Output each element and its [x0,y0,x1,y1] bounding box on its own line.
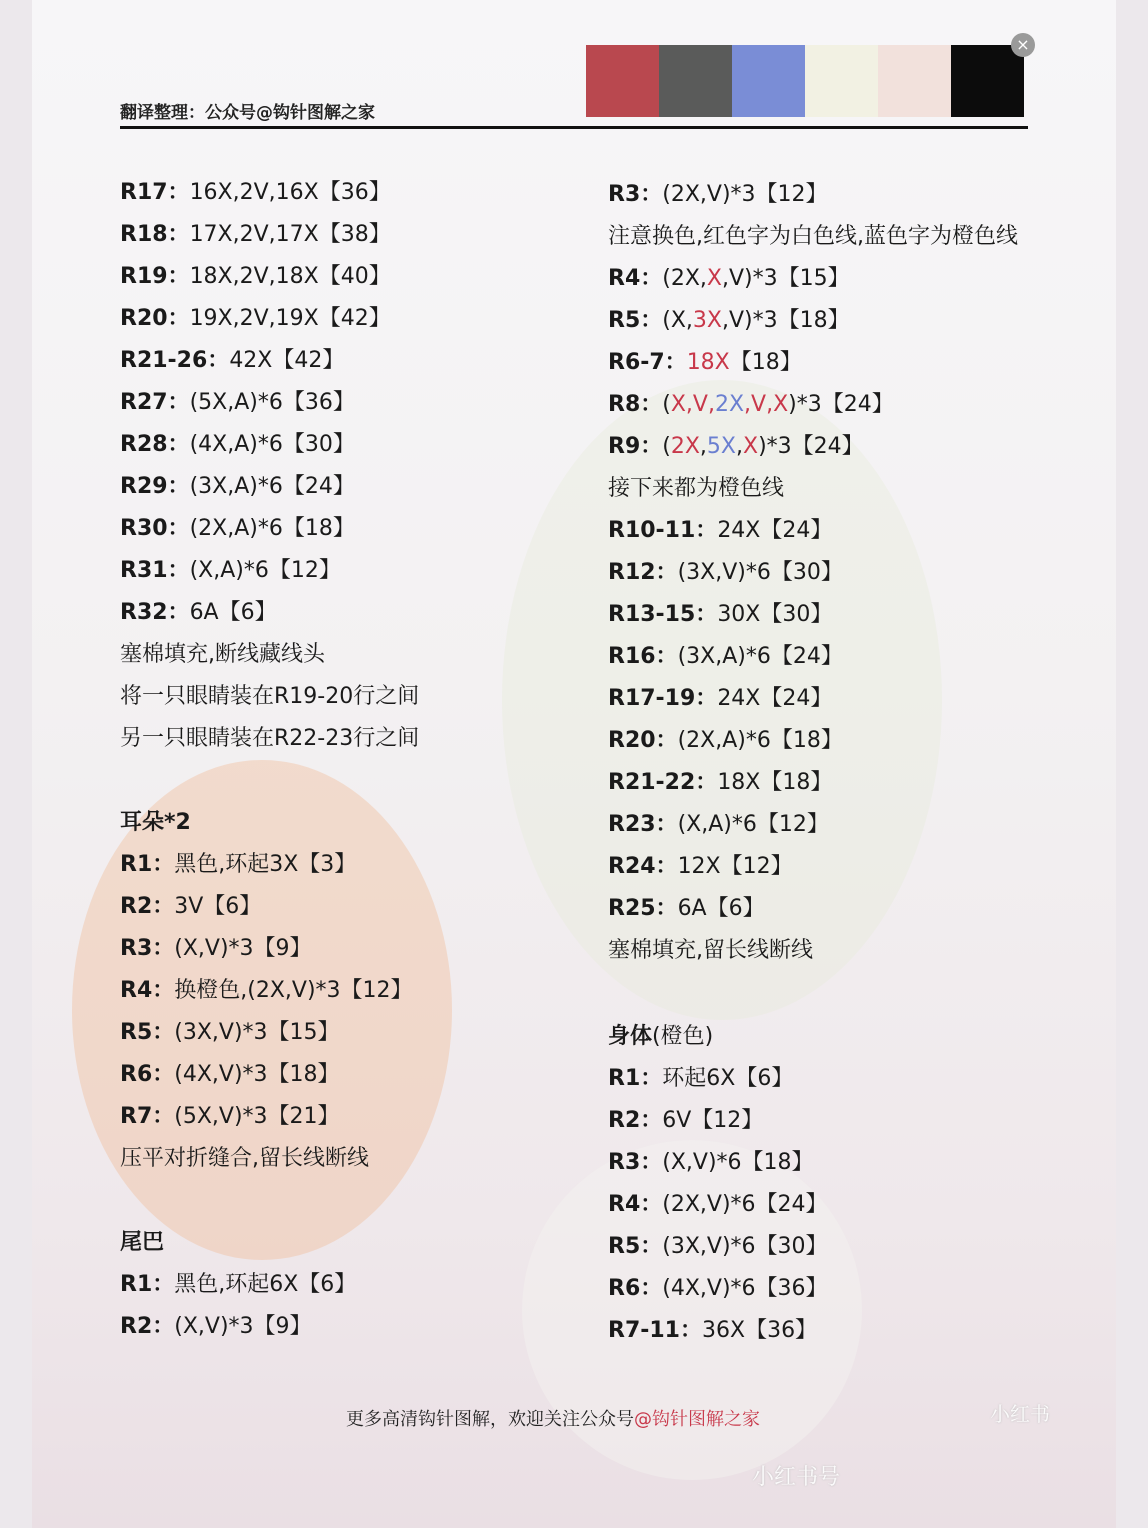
pattern-row [120,978,413,1004]
pattern-row [120,1062,340,1088]
row-label: R6： [608,1276,663,1301]
pattern-row [608,728,843,754]
pattern-row [120,222,391,248]
note-line [608,224,1018,250]
row-label: R4： [120,978,175,1003]
pattern-row [608,1318,817,1344]
footer-text: 更多高清钩针图解，欢迎关注公众号 [346,1409,634,1430]
note-line [120,642,325,668]
pattern-row [120,894,261,920]
colored-stitch-red: X,V, [670,392,715,417]
pattern-row [608,392,894,418]
pattern-row [120,474,355,500]
header-divider [120,126,1028,129]
row-text: (4X,V)*3【18】 [174,1062,340,1087]
row-label: R2： [608,1108,663,1133]
note-line [120,726,419,752]
color-swatch [586,45,659,117]
row-label: R2： [120,1314,175,1339]
row-text: (3X,V)*3【15】 [174,1020,340,1045]
footer-account: @钩针图解之家 [634,1409,760,1430]
row-label: R17-19： [608,686,718,711]
pattern-row [608,1234,828,1260]
row-label: R20： [120,306,190,331]
row-label: R20： [608,728,678,753]
row-label: R17： [120,180,190,205]
row-text: (4X,A)*6【30】 [189,432,355,457]
row-text: (X, [662,308,693,333]
pattern-row [120,1104,340,1130]
row-text: (X,V)*6【18】 [662,1150,814,1175]
row-text: 30X【30】 [717,602,833,627]
pattern-row [608,182,828,208]
pattern-row [608,308,850,334]
color-palette [586,45,1024,117]
row-label: R13-15： [608,602,718,627]
pattern-row [608,854,793,880]
pattern-row [608,1192,828,1218]
row-label: R3： [608,182,663,207]
row-label: R27： [120,390,190,415]
row-text: (3X,A)*6【24】 [677,644,843,669]
row-label: R21-26： [120,348,230,373]
row-text: 塞棉填充,留长线断线 [608,938,813,963]
color-swatch [951,45,1024,117]
pattern-row [608,518,832,544]
row-text: 24X【24】 [717,518,833,543]
row-label: R29： [120,474,190,499]
pattern-row [608,266,850,292]
row-label: R10-11： [608,518,718,543]
pattern-row [120,306,391,332]
row-label: R28： [120,432,190,457]
row-text: (X,A)*6【12】 [677,812,829,837]
row-text: 12X【12】 [677,854,793,879]
colored-stitch-red: 2X [670,434,700,459]
pattern-row [120,264,391,290]
row-text: 6A【6】 [189,600,277,625]
pattern-row [608,560,843,586]
row-text: 6V【12】 [662,1108,764,1133]
pattern-row [608,434,864,460]
section-title: 身体 [608,1024,653,1049]
colored-stitch-red: 3X [692,308,722,333]
row-text: 塞棉填充,断线藏线头 [120,642,325,667]
row-text: (2X,A)*6【18】 [677,728,843,753]
row-text: (X,V)*3【9】 [174,936,312,961]
header-title: 翻译整理：公众号@钩针图解之家 [120,103,375,123]
row-text: 注意换色,红色字为白色线,蓝色字为橙色线 [608,224,1018,249]
watermark-logo: 小红书 [990,1402,1050,1426]
row-label: R3： [120,936,175,961]
row-label: R3： [608,1150,663,1175]
pattern-row [608,350,802,376]
row-text: 黑色,环起6X【6】 [174,1272,357,1297]
colored-stitch-red: X [706,266,722,291]
row-text: 【18】 [729,350,802,375]
pattern-row [120,180,391,206]
note-line [608,938,813,964]
watermark-text: 小红书号 [752,1465,841,1490]
row-label: R1： [608,1066,663,1091]
row-label: R7-11： [608,1318,702,1343]
pattern-row [120,516,355,542]
row-text: (2X,V)*3【12】 [662,182,828,207]
row-text: 19X,2V,19X【42】 [189,306,391,331]
row-text: 换橙色,(2X,V)*3【12】 [174,978,413,1003]
row-label: R12： [608,560,678,585]
row-text: )*3【24】 [788,392,894,417]
color-swatch [805,45,878,117]
row-text: (5X,V)*3【21】 [174,1104,340,1129]
row-text: ( [662,434,671,459]
row-text: 另一只眼睛装在R22-23行之间 [120,726,420,751]
row-text: 接下来都为橙色线 [608,476,785,501]
section-heading [608,1024,713,1050]
pattern-row [120,1020,340,1046]
colored-stitch-red: ,V,X [744,392,789,417]
row-text: 3V【6】 [174,894,262,919]
section-heading [120,1230,164,1256]
row-text: (3X,V)*6【30】 [677,560,843,585]
row-text: 18X,2V,18X【40】 [189,264,391,289]
row-text: ( [662,392,671,417]
row-label: R6： [120,1062,175,1087]
row-label: R7： [120,1104,175,1129]
row-text: 将一只眼睛装在R19-20行之间 [120,684,420,709]
row-label: R32： [120,600,190,625]
row-text: (3X,V)*6【30】 [662,1234,828,1259]
colored-stitch-blue: 5X [706,434,736,459]
row-label: R5： [608,308,663,333]
pattern-row [608,1066,793,1092]
pattern-row [120,600,277,626]
pattern-row [608,644,843,670]
pattern-row [608,896,765,922]
row-label: R18： [120,222,190,247]
row-text: 16X,2V,16X【36】 [189,180,391,205]
row-text: ,V)*3【15】 [721,266,850,291]
row-text: (2X, [662,266,707,291]
pattern-row [120,1272,356,1298]
section-subtitle: (橙色) [652,1024,714,1049]
pattern-row [608,770,832,796]
row-text: 42X【42】 [229,348,345,373]
pattern-row [608,602,832,628]
row-label: R23： [608,812,678,837]
section-title: 尾巴 [120,1230,165,1255]
row-label: R8： [608,392,663,417]
row-text: (2X,V)*6【24】 [662,1192,828,1217]
row-text: 36X【36】 [702,1318,818,1343]
pattern-row [608,1150,814,1176]
row-label: R5： [120,1020,175,1045]
row-text: 压平对折缝合,留长线断线 [120,1146,369,1171]
row-text: (3X,A)*6【24】 [189,474,355,499]
row-text: )*3【24】 [758,434,864,459]
row-text: 6A【6】 [677,896,765,921]
pattern-row [608,1108,763,1134]
row-text: 18X【18】 [717,770,833,795]
colored-stitch-blue: 2X [714,392,745,417]
row-label: R2： [120,894,175,919]
row-text: 24X【24】 [717,686,833,711]
note-line [120,1146,369,1172]
row-label: R25： [608,896,678,921]
pattern-row [120,390,355,416]
color-swatch [659,45,732,117]
pattern-row [120,558,341,584]
row-label: R16： [608,644,678,669]
row-label: R31： [120,558,190,583]
row-text: (5X,A)*6【36】 [189,390,355,415]
row-label: R24： [608,854,678,879]
row-label: R19： [120,264,190,289]
note-line [608,476,784,502]
row-text: ,V)*3【18】 [721,308,850,333]
row-label: R5： [608,1234,663,1259]
row-text: 环起6X【6】 [662,1066,794,1091]
colored-stitch-red: X [743,434,759,459]
pattern-row [120,348,344,374]
colored-stitch-red: 18X [686,350,730,375]
row-label: R30： [120,516,190,541]
row-label: R4： [608,1192,663,1217]
pattern-row [120,432,355,458]
row-text: 黑色,环起3X【3】 [174,852,357,877]
pattern-row [608,1276,828,1302]
note-line [120,684,419,710]
row-text: (4X,V)*6【36】 [662,1276,828,1301]
pattern-row [608,812,829,838]
pattern-row [120,852,356,878]
row-text: (X,A)*6【12】 [189,558,341,583]
pattern-row [608,686,832,712]
color-swatch [732,45,805,117]
row-text: , [699,434,707,459]
section-title: 耳朵*2 [120,810,191,835]
footer [346,1405,760,1431]
row-label: R21-22： [608,770,718,795]
row-label: R4： [608,266,663,291]
section-heading [120,810,191,836]
row-label: R1： [120,852,175,877]
pattern-row [120,1314,312,1340]
row-text: 17X,2V,17X【38】 [189,222,391,247]
row-label: R6-7： [608,350,687,375]
row-label: R1： [120,1272,175,1297]
pattern-row [120,936,312,962]
row-label: R9： [608,434,663,459]
row-text: (2X,A)*6【18】 [189,516,355,541]
row-text: (X,V)*3【9】 [174,1314,312,1339]
close-icon[interactable]: × [1011,33,1035,57]
row-text: , [736,434,743,459]
color-swatch [878,45,951,117]
